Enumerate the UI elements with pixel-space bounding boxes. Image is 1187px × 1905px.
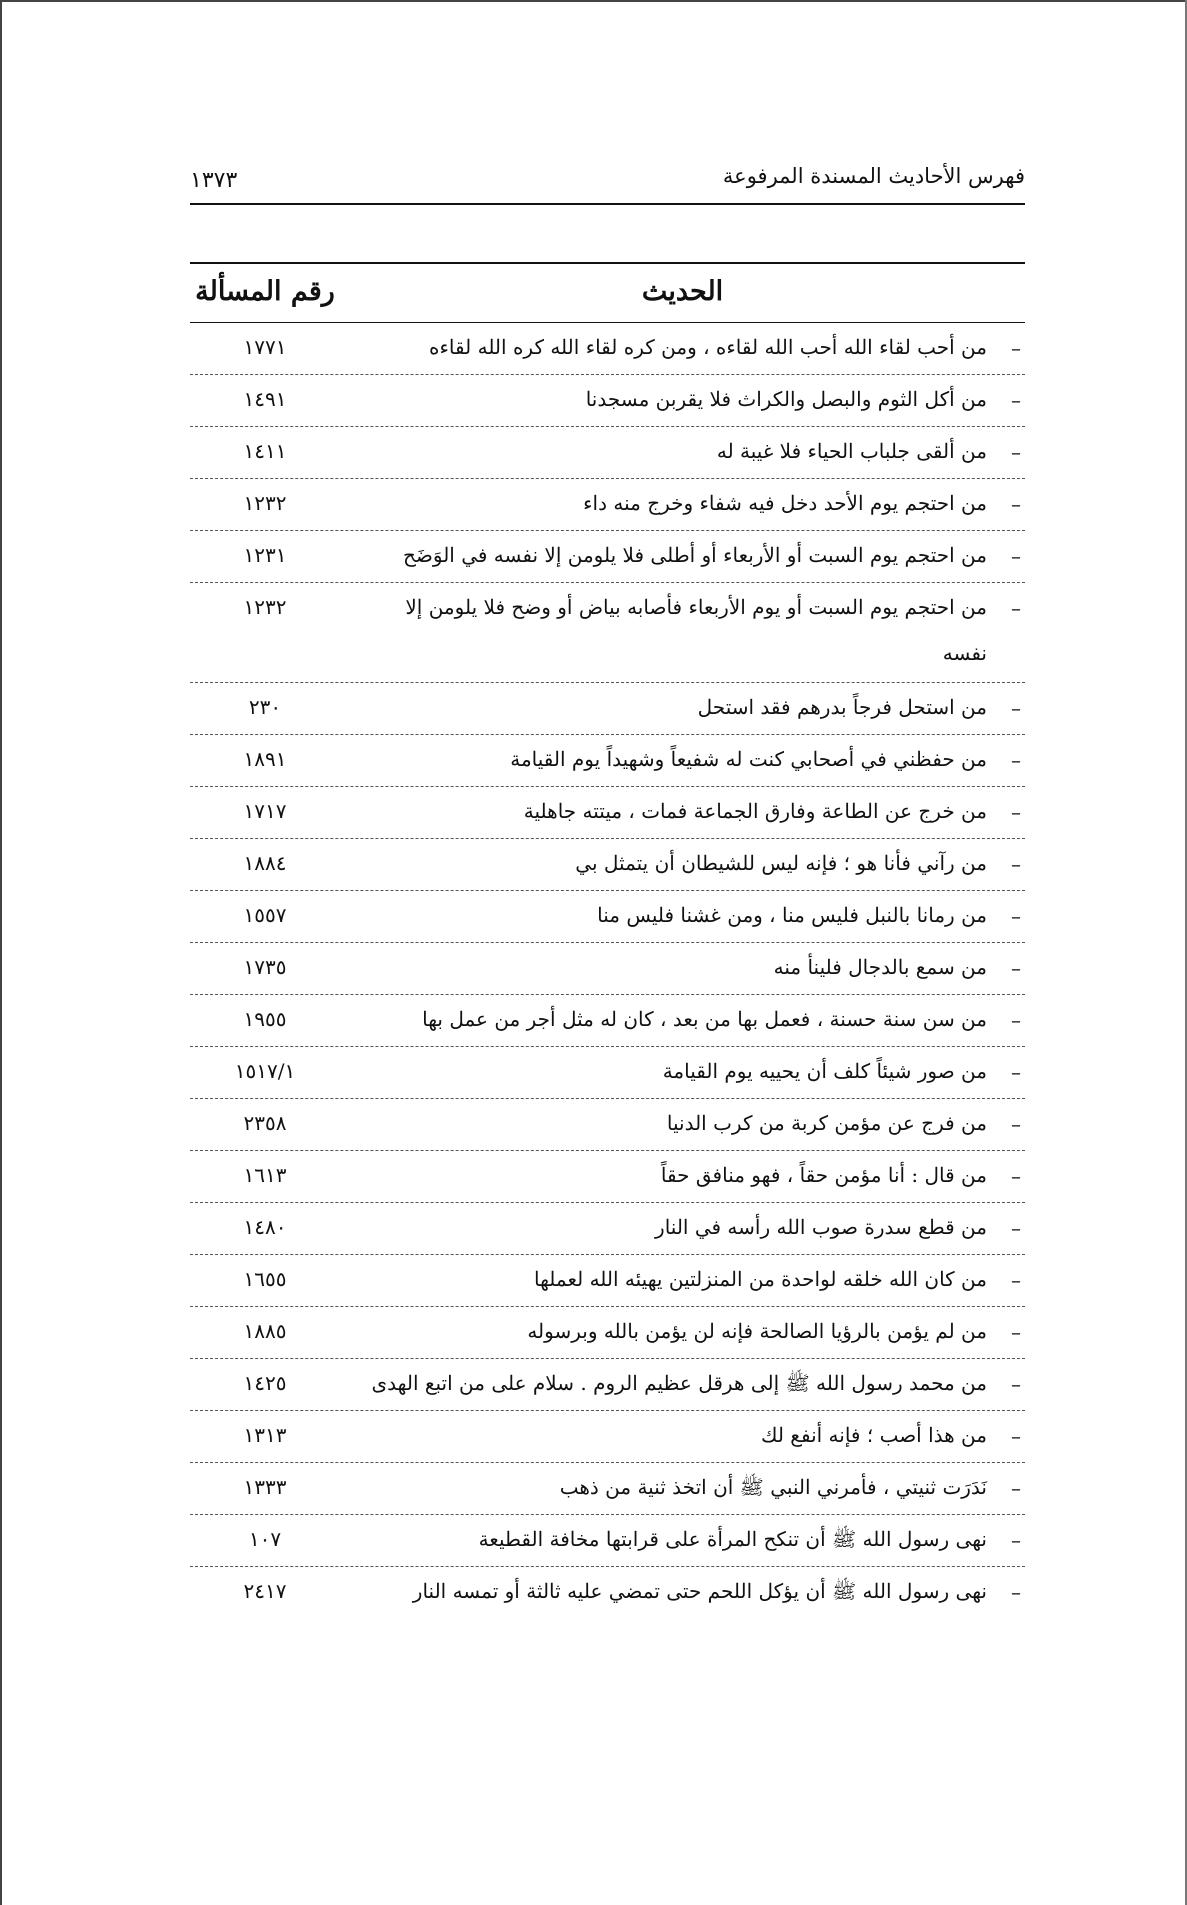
hadith-text: من رمانا بالنبل فليس منا ، ومن غشنا فليس منا [597, 903, 987, 927]
row-dash: – [1011, 388, 1021, 412]
hadith-text: من فرج عن مؤمن كربة من كرب الدنيا [666, 1111, 987, 1135]
table-header-row [190, 264, 1025, 323]
issue-number: ١٨٨٥ [243, 1319, 287, 1343]
table-rows [190, 323, 1025, 1618]
column-header-hadith: الحديث [641, 276, 724, 307]
table-row [190, 839, 1025, 891]
hadith-text: من احتجم يوم السبت أو يوم الأربعاء فأصابه بياض أو وضح فلا يلومن إلا نفسه [405, 595, 987, 665]
issue-number: ١٣٣٣ [243, 1475, 287, 1499]
scan-edge-left [0, 0, 2, 1905]
issue-number: ١٦١٣ [243, 1163, 287, 1187]
row-dash: – [1011, 800, 1021, 824]
row-dash: – [1011, 440, 1021, 464]
hadith-text: نهى رسول الله ﷺ أن يؤكل اللحم حتى تمضي عليه ثالثة أو تمسه النار [412, 1579, 987, 1603]
column-header-issue-number: رقم المسألة [195, 276, 335, 307]
hadith-text: من حفظني في أصحابي كنت له شفيعاً وشهيداً يوم القيامة [510, 747, 987, 771]
table-row [190, 891, 1025, 943]
row-dash: – [1011, 596, 1021, 620]
issue-number: ١٦٥٥ [243, 1267, 287, 1291]
hadith-text: نَدَرَت ثنيتي ، فأمرني النبي ﷺ أن اتخذ ثنية من ذهب [559, 1475, 987, 1499]
table-row [190, 1411, 1025, 1463]
table-row [190, 583, 1025, 683]
table-row [190, 531, 1025, 583]
table-row [190, 1567, 1025, 1618]
hadith-text: من احتجم يوم السبت أو الأربعاء أو أطلى فلا يلومن إلا نفسه في الوَضَح [402, 543, 987, 567]
hadith-text: من صور شيئاً كلف أن يحييه يوم القيامة [662, 1059, 987, 1083]
row-dash: – [1011, 852, 1021, 876]
table-row [190, 1099, 1025, 1151]
issue-number: ١٥٥٧ [243, 903, 287, 927]
issue-number: ١٩٥٥ [243, 1007, 287, 1031]
row-dash: – [1011, 1112, 1021, 1136]
hadith-text: من هذا أصب ؛ فإنه أنفع لك [761, 1423, 987, 1447]
row-dash: – [1011, 748, 1021, 772]
issue-number: ١٢٣٢ [243, 595, 287, 619]
table-row [190, 375, 1025, 427]
running-title: فهرس الأحاديث المسندة المرفوعة [722, 164, 1025, 188]
table-row [190, 1047, 1025, 1099]
hadith-text: من كان الله خلقه لواحدة من المنزلتين يهيئه الله لعملها [533, 1267, 987, 1291]
issue-number: ١٤١١ [243, 439, 287, 463]
table-row [190, 787, 1025, 839]
row-dash: – [1011, 1424, 1021, 1448]
issue-number: ١٨٩١ [243, 747, 287, 771]
row-dash: – [1011, 956, 1021, 980]
issue-number: ١٤٨٠ [243, 1215, 287, 1239]
issue-number: ٢٣٠ [248, 695, 282, 719]
hadith-text: من أحب لقاء الله أحب الله لقاءه ، ومن كره لقاء الله كره الله لقاءه [429, 335, 987, 359]
table-row [190, 995, 1025, 1047]
table-row [190, 1463, 1025, 1515]
row-dash: – [1011, 544, 1021, 568]
table-row [190, 1203, 1025, 1255]
hadith-text: من سمع بالدجال فلينأ منه [773, 955, 987, 979]
running-head [190, 160, 1025, 204]
hadith-text: من استحل فرجاً بدرهم فقد استحل [697, 695, 987, 719]
row-dash: – [1011, 1008, 1021, 1032]
table-row [190, 683, 1025, 735]
issue-number: ١٠٧ [248, 1527, 282, 1551]
table-row [190, 1151, 1025, 1203]
table-row [190, 479, 1025, 531]
issue-number: ١٧٧١ [243, 335, 287, 359]
hadith-index-table [190, 262, 1025, 1618]
page-number: ١٣٧٣ [190, 168, 238, 193]
issue-number: ١٤٢٥ [243, 1371, 287, 1395]
issue-number: ١٢٣٢ [243, 491, 287, 515]
row-dash: – [1011, 1268, 1021, 1292]
hadith-text: من قال : أنا مؤمن حقاً ، فهو منافق حقاً [660, 1163, 987, 1187]
table-row [190, 1255, 1025, 1307]
hadith-text: من خرج عن الطاعة وفارق الجماعة فمات ، ميتته جاهلية [523, 799, 987, 823]
hadith-text: نهى رسول الله ﷺ أن تنكح المرأة على قرابتها مخافة القطيعة [478, 1527, 987, 1551]
row-dash: – [1011, 696, 1021, 720]
row-dash: – [1011, 1476, 1021, 1500]
issue-number: ١٥١٧/١ [234, 1059, 296, 1083]
issue-number: ١٧٣٥ [243, 955, 287, 979]
row-dash: – [1011, 1580, 1021, 1604]
row-dash: – [1011, 904, 1021, 928]
issue-number: ١٨٨٤ [243, 851, 287, 875]
hadith-text: من قطع سدرة صوب الله رأسه في النار [655, 1215, 987, 1239]
hadith-text: من أكل الثوم والبصل والكراث فلا يقربن مسجدنا [585, 387, 987, 411]
issue-number: ١٤٩١ [243, 387, 287, 411]
row-dash: – [1011, 1372, 1021, 1396]
row-dash: – [1011, 1320, 1021, 1344]
header-rule [190, 203, 1025, 205]
row-dash: – [1011, 1060, 1021, 1084]
issue-number: ١٢٣١ [243, 543, 287, 567]
table-row [190, 735, 1025, 787]
row-dash: – [1011, 1216, 1021, 1240]
hadith-text: من سن سنة حسنة ، فعمل بها من بعد ، كان له مثل أجر من عمل بها [422, 1007, 987, 1031]
hadith-text: من ألقى جلباب الحياء فلا غيبة له [716, 439, 987, 463]
issue-number: ٢٣٥٨ [243, 1111, 287, 1135]
hadith-text: من محمد رسول الله ﷺ إلى هرقل عظيم الروم . سلام على من اتبع الهدى [371, 1371, 987, 1395]
issue-number: ١٣١٣ [243, 1423, 287, 1447]
row-dash: – [1011, 1164, 1021, 1188]
table-row [190, 323, 1025, 375]
table-row [190, 1359, 1025, 1411]
table-row [190, 427, 1025, 479]
row-dash: – [1011, 492, 1021, 516]
table-row [190, 943, 1025, 995]
table-row [190, 1307, 1025, 1359]
scan-edge-top [0, 0, 1187, 2]
row-dash: – [1011, 336, 1021, 360]
hadith-text: من احتجم يوم الأحد دخل فيه شفاء وخرج منه داء [583, 491, 987, 515]
issue-number: ١٧١٧ [243, 799, 287, 823]
hadith-text: من لم يؤمن بالرؤيا الصالحة فإنه لن يؤمن بالله وبرسوله [527, 1319, 987, 1343]
row-dash: – [1011, 1528, 1021, 1552]
hadith-text: من رآني فأنا هو ؛ فإنه ليس للشيطان أن يتمثل بي [575, 851, 987, 875]
issue-number: ٢٤١٧ [243, 1579, 287, 1603]
table-row [190, 1515, 1025, 1567]
